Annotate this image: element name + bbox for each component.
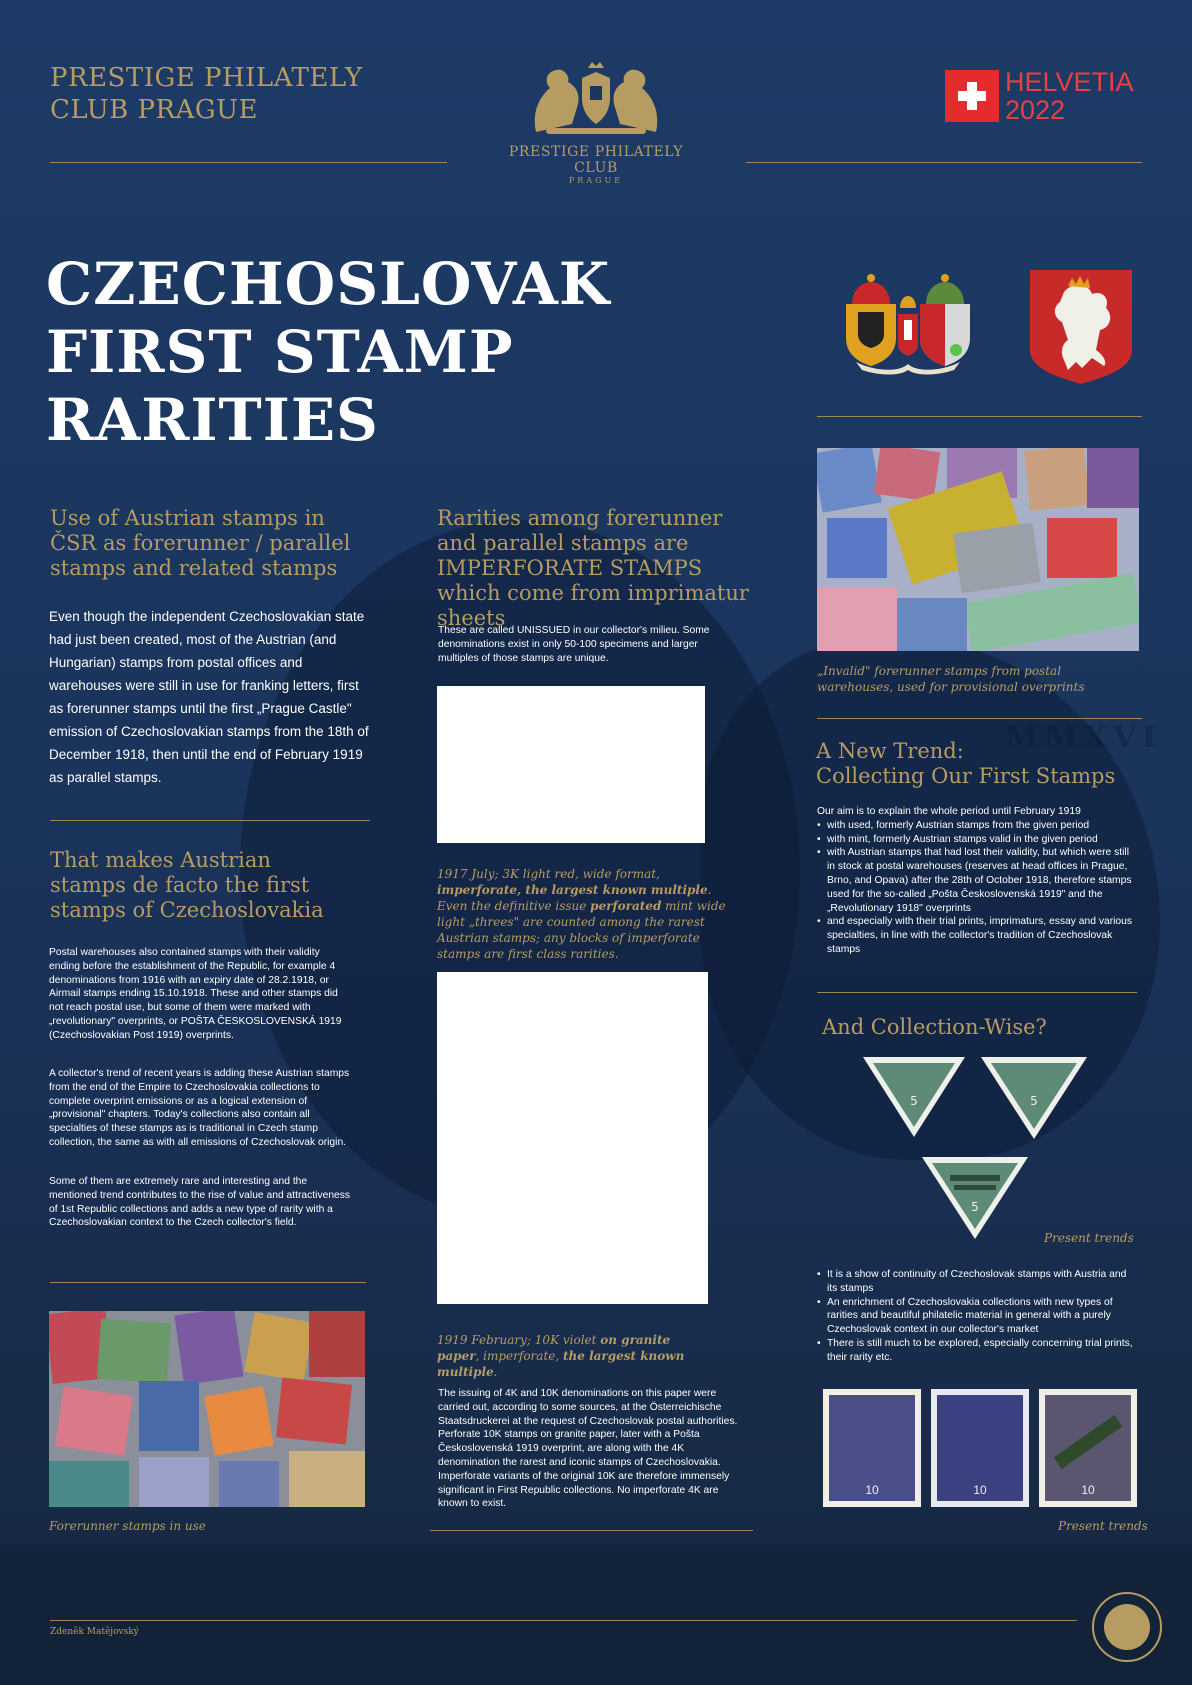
section-de-facto-heading: That makes Austrian stamps de facto the first stamps of Czechoslovakia bbox=[50, 848, 324, 922]
stamp-block-1919-caption: 1919 February; 10K violet on granite paper, imperforate, the largest known multiple. bbox=[437, 1333, 685, 1379]
lions-crest-icon bbox=[506, 62, 686, 142]
section-imperforate-heading: Rarities among forerunner and parallel stamps are IMPERFORATE STAMPS which come from imprimatur sheets bbox=[437, 506, 749, 630]
section-de-facto-p2: A collector's trend of recent years is adding these Austrian stamps from the end of the Empire to Czechoslovakia collections to complete overprint emissions or as a logical extension of „provisional" chapters. Today's collections also contain all specialties of these stamps as is traditional in Czech stamp collection, the same as with all emissions of Czechoslovak origin. bbox=[49, 1068, 350, 1148]
new-trend-heading bbox=[816, 739, 1136, 789]
club-name-line2: CLUB PRAGUE bbox=[50, 95, 259, 125]
background-bottom-band bbox=[0, 1545, 1192, 1685]
new-trend-heading-line1: A New Trend: bbox=[816, 739, 964, 763]
forerunner-stamps-photo bbox=[49, 1311, 365, 1507]
stamp-block-1919-image bbox=[437, 972, 708, 1304]
col1-rule-2 bbox=[50, 1282, 366, 1283]
club-crest-logo bbox=[498, 62, 694, 185]
square-stamp-10-kronen-2: 10 bbox=[931, 1389, 1029, 1507]
svg-text:5: 5 bbox=[971, 1200, 979, 1214]
section-de-facto-p1: Postal warehouses also contained stamps with their validity ending before the establishment of the Republic, for example 4 denominations from 1916 with an expiry date of 28.2.1918, or Airmail stamps ending 15.10.1918. These and other stamps did not reach postal use, but some of them were marked with „revolutionary" overprints, or POŠTA ČESKOSLOVENSKÁ 1919 (Czechoslovakian Post 1919) overprints. bbox=[49, 947, 342, 1041]
collection-wise-body bbox=[817, 1268, 1137, 1365]
col1-rule-1 bbox=[50, 820, 370, 821]
page-title-line1: CZECHOSLOVAK bbox=[46, 250, 611, 318]
svg-text:5: 5 bbox=[910, 1094, 918, 1108]
col3-rule-2 bbox=[817, 992, 1137, 993]
page-title-line3: RARITIES bbox=[46, 386, 379, 454]
collection-wise-list bbox=[817, 1268, 1137, 1365]
club-name bbox=[50, 62, 363, 126]
helvetia-2022-logo bbox=[945, 68, 1145, 124]
background-watermark-roman: MMXVI bbox=[1005, 720, 1163, 755]
austro-hungarian-coat-of-arms bbox=[826, 258, 990, 386]
swiss-cross-icon bbox=[945, 70, 999, 122]
section-de-facto-p3: Some of them are extremely rare and interesting and the mentioned trend contributes to the rise of value and attractiveness of 1st Republic collections and adds a new type of rarity with a Czechoslovakian context to the Czech collector's field. bbox=[49, 1176, 351, 1229]
club-name-line1: PRESTIGE PHILATELY bbox=[50, 63, 363, 93]
triangle-stamp-1 bbox=[861, 1055, 967, 1139]
austro-hungarian-arms-icon bbox=[826, 258, 990, 386]
section-austrian-stamps-body: Even though the independent Czechoslovakian state had just been created, most of the Austrian (and Hungarian) stamps from postal offices and warehouses were still in use for franking letters, first as forerunner stamps until the first „Prague Castle" emission of Czechoslovakian stamps from the 18th of December 1918, then until the end of February 1919 as parallel stamps. bbox=[49, 609, 369, 785]
triangle-stamps-caption: Present trends bbox=[1044, 1231, 1134, 1245]
crest-title: PRESTIGE PHILATELY CLUB bbox=[508, 144, 684, 176]
czech-lion-coat-of-arms bbox=[1028, 268, 1134, 390]
new-trend-intro: Our aim is to explain the whole period until February 1919 bbox=[817, 806, 1081, 817]
list-item: • and especially with their trial prints, imprimaturs, essay and various specialties, in line with the collector's tradition of Czechoslovak stamps bbox=[817, 915, 1137, 956]
list-item: • with mint, formerly Austrian stamps valid in the given period bbox=[817, 833, 1137, 847]
helvetia-year: 2022 bbox=[1005, 95, 1066, 125]
square-stamp-10-kronen-overprinted: 10 bbox=[1039, 1389, 1137, 1507]
helvetia-name: HELVETIA bbox=[1005, 67, 1134, 97]
crest-subtitle: PRAGUE bbox=[568, 176, 624, 185]
new-trend-heading-line2: Collecting Our First Stamps bbox=[816, 764, 1116, 788]
list-item: • It is a show of continuity of Czechoslovak stamps with Austria and its stamps bbox=[817, 1268, 1137, 1296]
page-title-line2: FIRST STAMP bbox=[46, 318, 514, 386]
new-trend-body bbox=[817, 805, 1137, 957]
triangle-stamp-overprinted bbox=[920, 1155, 1030, 1241]
list-item: • An enrichment of Czechoslovakia collections with new types of rarities and beautiful philatelic material in general with a purely Czechoslovak context in our collector's market bbox=[817, 1296, 1137, 1337]
invalid-forerunner-stamps-photo bbox=[817, 448, 1139, 651]
forerunner-stamps-caption: Forerunner stamps in use bbox=[49, 1519, 206, 1533]
new-trend-list bbox=[817, 819, 1137, 957]
club-seal-icon bbox=[1092, 1592, 1162, 1662]
square-stamps-caption: Present trends bbox=[1058, 1519, 1148, 1533]
stamp-block-1917-image bbox=[437, 686, 705, 843]
arms-rule bbox=[817, 416, 1142, 417]
square-stamp-10-kronen-1: 10 bbox=[823, 1389, 921, 1507]
col2-rule-bottom bbox=[430, 1530, 753, 1531]
stamp-block-1917-caption: 1917 July; 3K light red, wide format, imperforate, the largest known multiple. Even the definitive issue perforated mint wide light „threes" are counted among the rarest Austrian stamps; any blocks of imperforate stamps are first class rarities. bbox=[437, 867, 726, 961]
header-rule-left bbox=[50, 162, 447, 163]
invalid-stamps-caption: „Invalid" forerunner stamps from postal warehouses, used for provisional overprints bbox=[817, 664, 1085, 694]
list-item: • with Austrian stamps that had lost their validity, but which were still in stock at postal warehouses (reserves at head offices in Prague, Brno, and Opava) after the 28th of October 1918, therefore stamps used for the so-called „Pošta Československá 1919" and the „Revolutionary 1918" overprints bbox=[817, 846, 1137, 915]
header-rule-right bbox=[746, 162, 1142, 163]
list-item: • There is still much to be explored, especially concerning trial prints, their rarity etc. bbox=[817, 1337, 1137, 1365]
czech-lion-arms-icon bbox=[1028, 268, 1134, 390]
section-austrian-stamps-heading: Use of Austrian stamps in ČSR as forerunner / parallel stamps and related stamps bbox=[50, 506, 351, 580]
section-imperforate-intro: These are called UNISSUED in our collector's milieu. Some denominations exist in only 50-100 specimens and larger multiples of those stamps are unique. bbox=[438, 625, 710, 664]
collection-wise-heading: And Collection-Wise? bbox=[822, 1015, 1047, 1039]
triangle-stamp-2 bbox=[979, 1055, 1089, 1141]
list-item: • with used, formerly Austrian stamps from the given period bbox=[817, 819, 1137, 833]
section-granite-body: The issuing of 4K and 10K denominations on this paper were carried out, according to some sources, at the Österreichische Staatsdruckerei at the request of Czechoslovak postal authorities. Perforate 10K stamps on granite paper, later with a Pošta Československá 1919 overprint, are along with the 4K denomination the rarest and iconic stamps of Czechoslovakia. Imperforate variants of the original 10K are therefore immensely significant in First Republic collections. No imperforate 4K are known to exist. bbox=[438, 1388, 738, 1510]
svg-text:5: 5 bbox=[1030, 1094, 1038, 1108]
footer-rule bbox=[50, 1620, 1077, 1621]
author-name: Zdeněk Matějovský bbox=[50, 1627, 139, 1637]
page-title bbox=[46, 250, 610, 454]
col3-rule-1 bbox=[817, 718, 1142, 719]
